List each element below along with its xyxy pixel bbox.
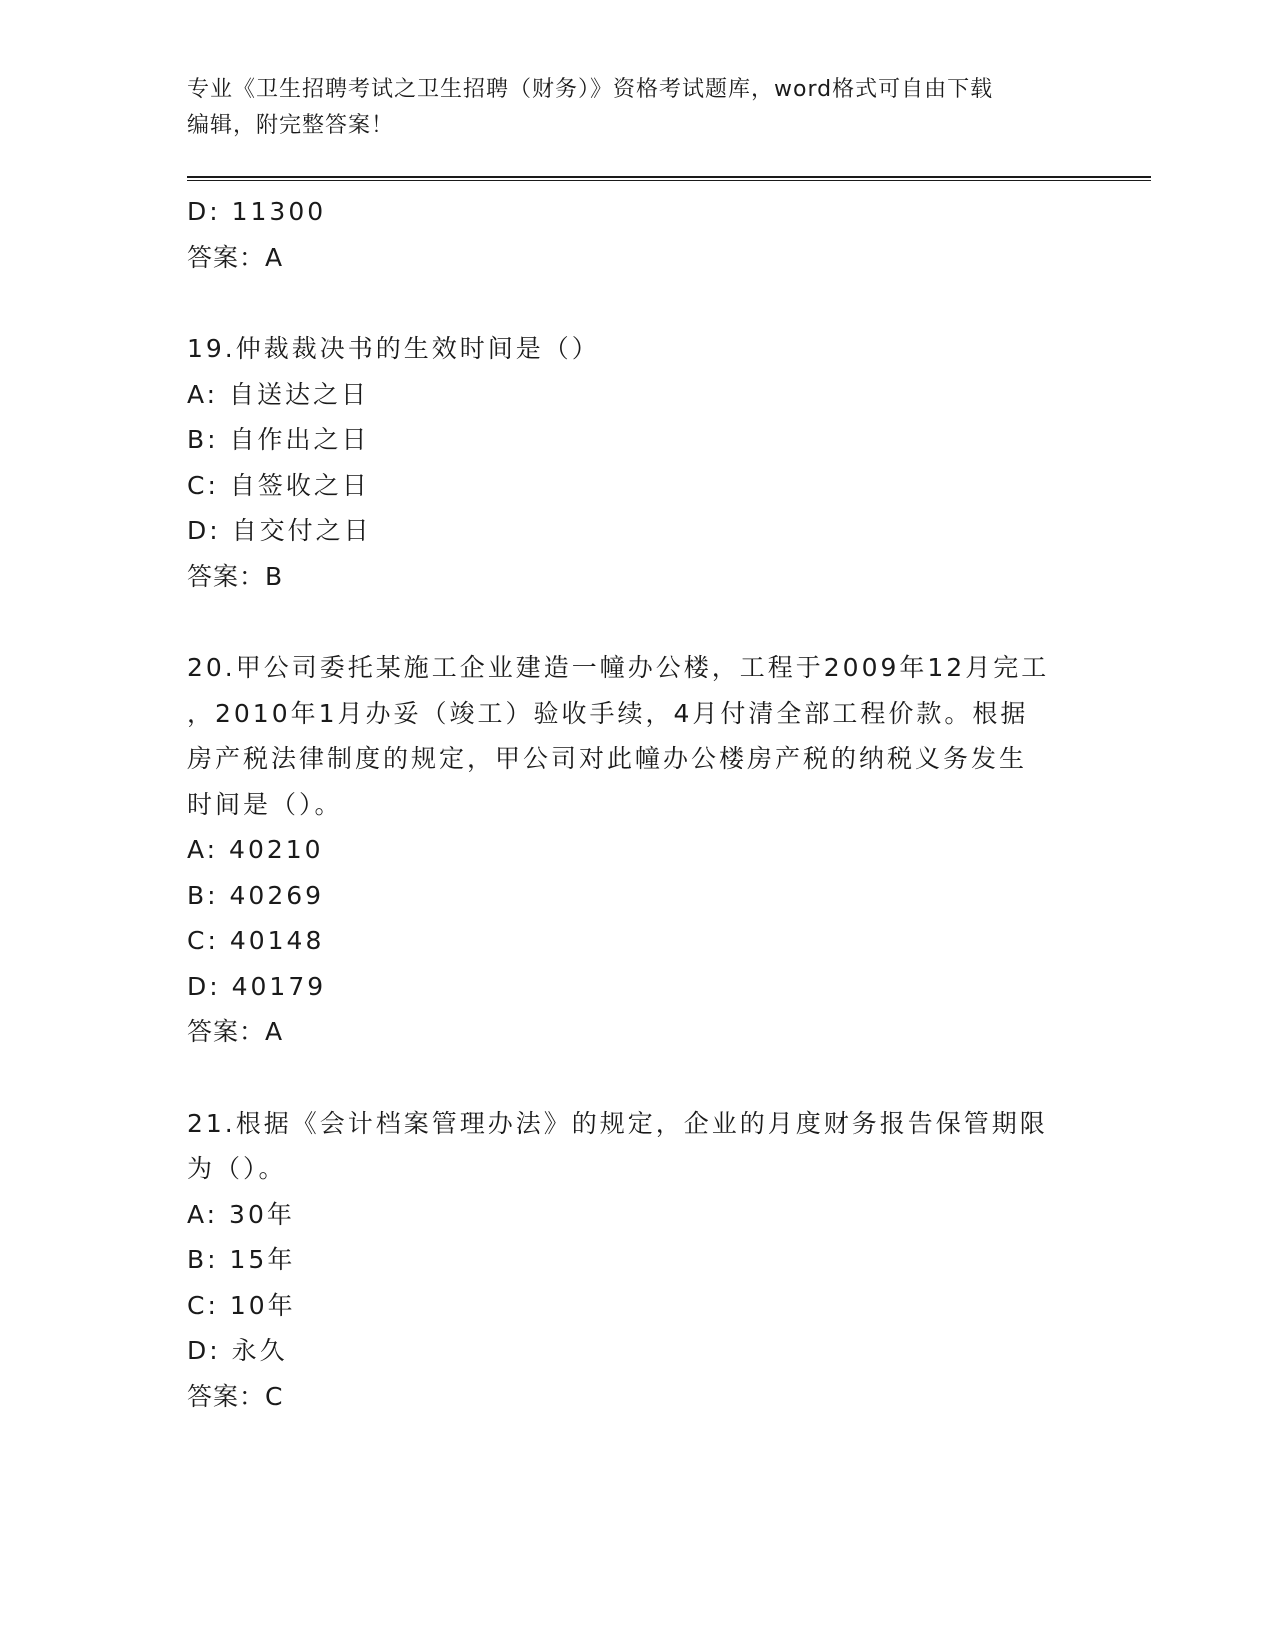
answer: 答案：A [187, 242, 284, 272]
spacer [187, 280, 1087, 326]
answer: 答案：A [187, 1017, 284, 1046]
question-20 [187, 645, 1087, 1055]
stem-line: 21.根据《会计档案管理办法》的规定，企业的月度财务报告保管期限 [187, 1108, 1048, 1138]
option-b: B: 40269 [187, 880, 325, 910]
page-header [187, 72, 1087, 144]
answer: 答案：C [187, 1381, 284, 1411]
header-line-2: 编辑，附完整答案！ [187, 113, 395, 138]
stem-line: 20.甲公司委托某施工企业建造一幢办公楼，工程于2009年12月完工 [187, 653, 1050, 682]
option-d: D: 40179 [187, 971, 327, 1001]
question-21 [187, 1101, 1087, 1420]
option-d: D: 11300 [187, 197, 327, 226]
stem-line: 房产税法律制度的规定，甲公司对此幢办公楼房产税的纳税义务发生 [187, 744, 1028, 773]
question-19 [187, 326, 1087, 599]
document-body [187, 189, 1087, 1419]
question-stem [187, 1101, 1087, 1192]
option-d: D: 自交付之日 [187, 516, 372, 545]
spacer [187, 1055, 1087, 1101]
question-18 [187, 189, 1087, 280]
question-stem: 19.仲裁裁决书的生效时间是（） [187, 334, 600, 363]
stem-line: 时间是（）。 [187, 789, 343, 819]
stem-line: 为（）。 [187, 1154, 287, 1183]
option-d: D: 永久 [187, 1336, 288, 1365]
stem-line: ，2010年1月办妥（竣工）验收手续，4月付清全部工程价款。根据 [187, 698, 1029, 728]
option-a: A: 40210 [187, 835, 324, 864]
option-a: A: 自送达之日 [187, 379, 370, 409]
option-a: A: 30年 [187, 1199, 295, 1229]
header-line-1: 专业《卫生招聘考试之卫生招聘（财务）》资格考试题库，word格式可自由下载 [187, 77, 994, 102]
header-divider [187, 176, 1151, 181]
option-c: C: 自签收之日 [187, 470, 370, 500]
answer: 答案：B [187, 561, 284, 591]
option-c: C: 10年 [187, 1290, 296, 1320]
option-c: C: 40148 [187, 926, 325, 955]
question-stem [187, 645, 1087, 827]
option-b: B: 15年 [187, 1245, 296, 1274]
spacer [187, 599, 1087, 645]
option-b: B: 自作出之日 [187, 425, 370, 454]
